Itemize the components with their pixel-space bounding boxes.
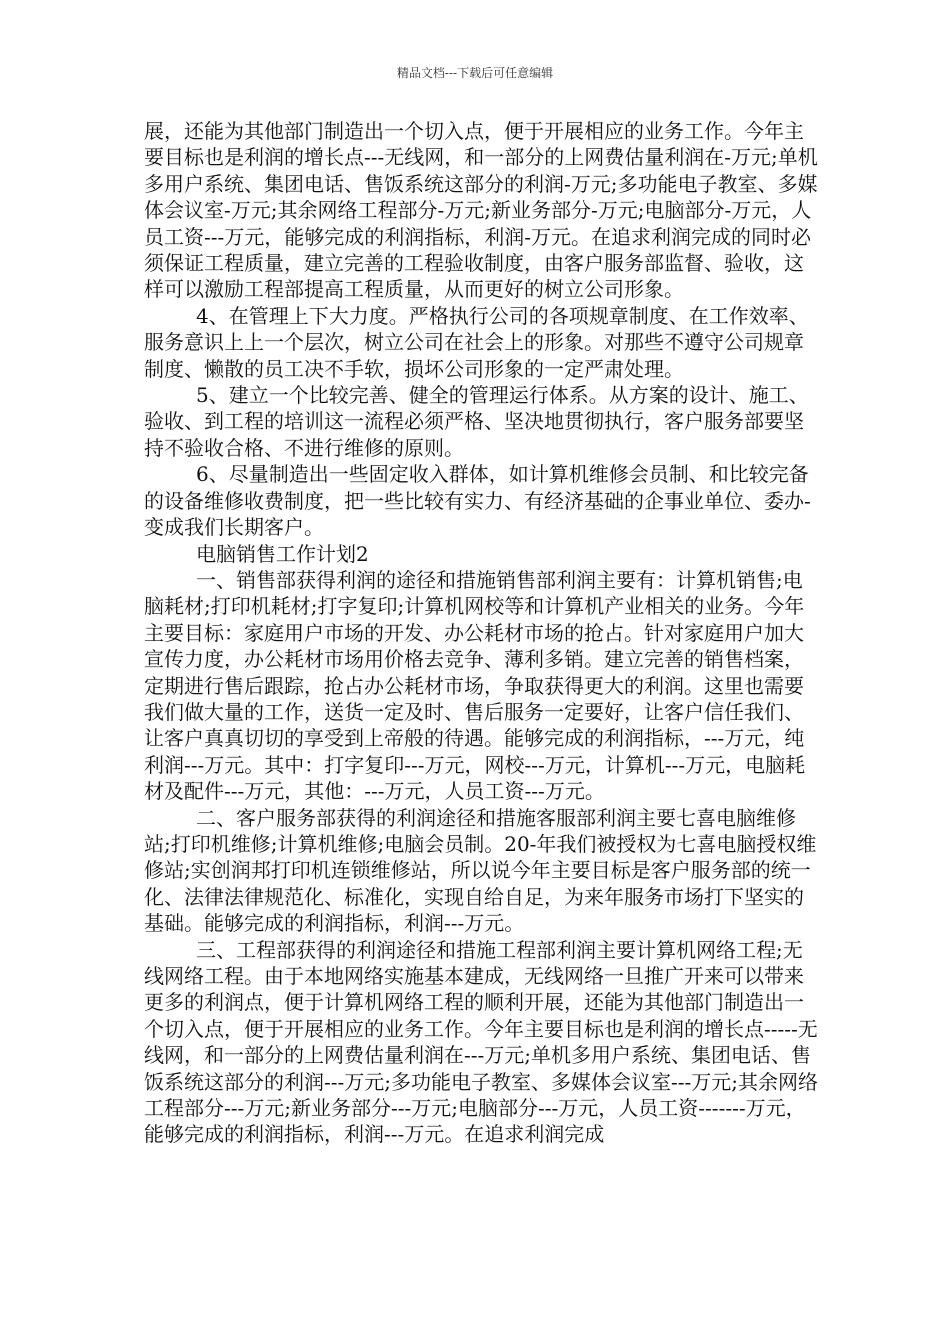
paragraph-item-5: 5、建立一个比较完善、健全的管理运行体系。从方案的设计、施工、验收、到工程的培训这一流程必须严格、坚决地贯彻执行，客户服务部要坚持不验收合格、不进行维修的原则。 [144, 383, 809, 460]
paragraph-item-4: 4、在管理上下大力度。严格执行公司的各项规章制度、在工作效率、服务意识上上一个层次，树立公司在社会上的形象。对那些不遵守公司规章制度、懒散的员工决不手软，损坏公司形象的一定严肃处理。 [144, 303, 809, 381]
paragraph-engineering-dept: 三、工程部获得的利润途径和措施工程部利润主要计算机网络工程;无线网络工程。由于本地网络实施基本建成，无线网络一旦推广开来可以带来更多的利润点，便于计算机网络工程的顺利开展，还能为其他部门制造出一个切入点，便于开展相应的业务工作。今年主要目标也是利润的增长点-----无线网，和一部分的上网费估量利润在---万元;单机多用户系统、集团电话、售饭系统这部分的利润---万元;多功能电子教室、多媒体会议室---万元;其余网络工程部分---万元;新业务部分---万元;电脑部分---万元，人员工资-------万元，能够完成的利润指标，利润---万元。在追求利润完成 [144, 937, 819, 1147]
paragraph-customer-service: 二、客户服务部获得的利润途径和措施客服部利润主要七喜电脑维修站;打印机维修;计算机维修;电脑会员制。20-年我们被授权为七喜电脑授权维修站;实创润邦打印机连锁维修站，所以说今年主要目标是客户服务部的统一化、法律法律规范化、标准化，实现自给自足，为来年服务市场打下坚实的基础。能够完成的利润指标，利润---万元。 [144, 805, 817, 936]
page-header: 精品文档---下载后可任意编辑 [396, 66, 554, 80]
document-body [144, 118, 820, 1148]
paragraph-sales-dept: 一、销售部获得利润的途径和措施销售部利润主要有：计算机销售;电脑耗材;打印机耗材;打字复印;计算机网校等和计算机产业相关的业务。今年主要目标：家庭用户市场的开发、办公耗材市场的抢占。针对家庭用户加大宣传力度，办公耗材市场用价格去竞争、薄利多销。建立完善的销售档案，定期进行售后跟踪，抢占办公耗材市场，争取获得更大的利润。这里也需要我们做大量的工作，送货一定及时、售后服务一定要好，让客户信任我们、让客户真真切切的享受到上帝般的待遇。能够完成的利润指标，---万元，纯利润---万元。其中：打字复印---万元，网校---万元，计算机---万元，电脑耗材及配件---万元，其他：---万元，人员工资---万元。 [144, 567, 806, 804]
paragraph-item-6: 6、尽量制造出一些固定收入群体，如计算机维修会员制、和比较完备的设备维修收费制度，把一些比较有实力、有经济基础的企事业单位、委办-变成我们长期客户。 [144, 462, 811, 540]
paragraph-continuation: 展，还能为其他部门制造出一个切入点，便于开展相应的业务工作。今年主要目标也是利润的增长点---无线网，和一部分的上网费估量利润在-万元;单机多用户系统、集团电话、售饭系统这部分的利润-万元;多功能电子教室、多媒体会议室-万元;其余网络工程部分-万元;新业务部分-万元;电脑部分-万元，人员工资---万元，能够完成的利润指标，利润-万元。在追求利润完成的同时必须保证工程质量，建立完善的工程验收制度，由客户服务部监督、验收，这样可以激励工程部提高工程质量，从而更好的树立公司形象。 [144, 119, 818, 302]
section-title: 电脑销售工作计划2 [196, 541, 369, 566]
